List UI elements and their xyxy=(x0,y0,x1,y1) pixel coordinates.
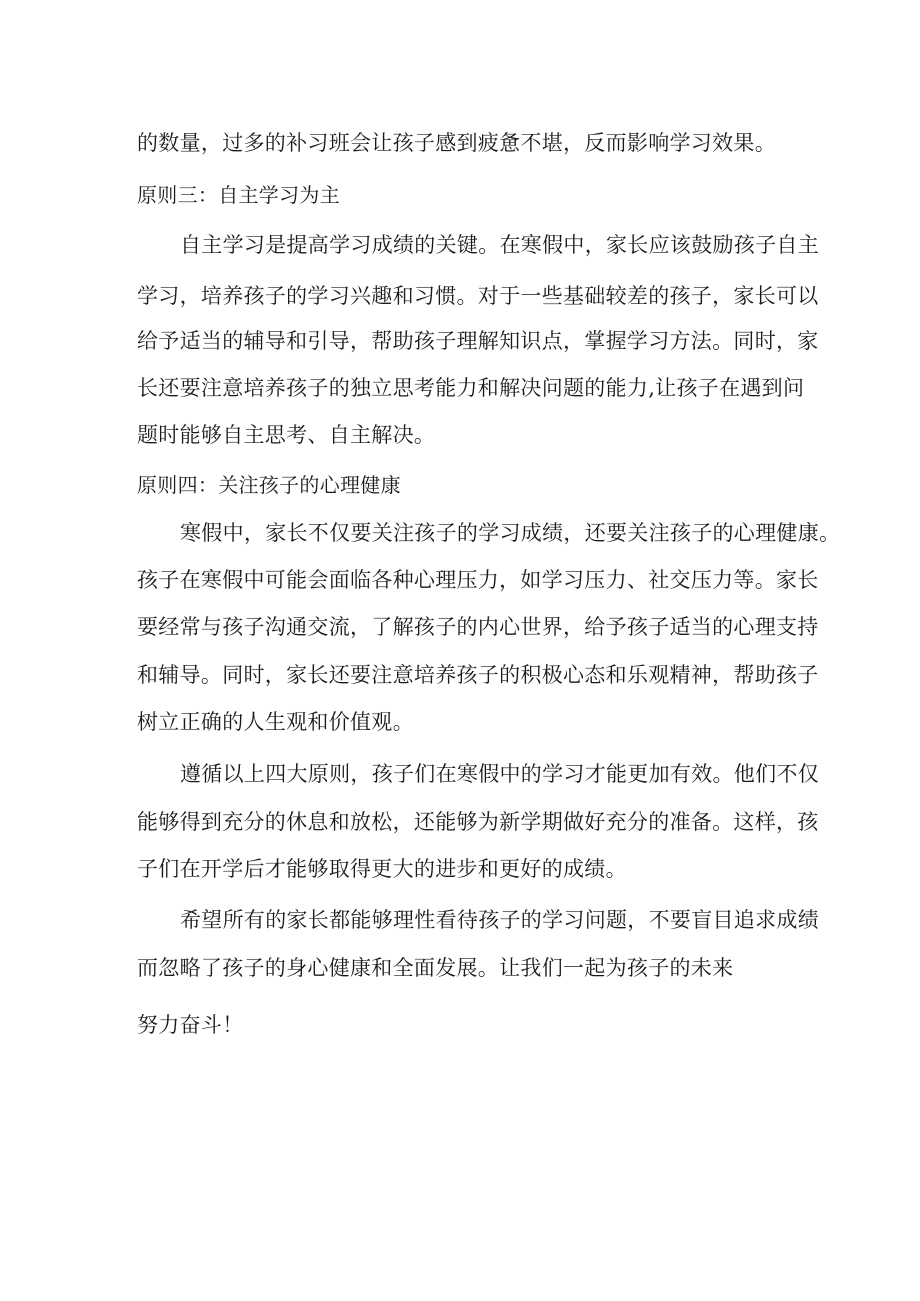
paragraph-principle-3-line: 题时能够自主思考、自主解决。 xyxy=(137,423,436,447)
paragraph-principle-3-line: 学习，培养孩子的学习兴趣和习惯。对于一些基础较差的孩子，家长可以 xyxy=(137,284,819,308)
paragraph-continuation-line: 的数量，过多的补习班会让孩子感到疲惫不堪，反而影响学习效果。 xyxy=(137,131,776,155)
paragraph-closing-line: 努力奋斗！ xyxy=(137,1013,244,1037)
paragraph-closing-line: 而忽略了孩子的身心健康和全面发展。让我们一起为孩子的未来 xyxy=(137,956,734,980)
section-heading-principle-4: 原则四：关注孩子的心理健康 xyxy=(137,473,401,497)
paragraph-conclusion-line: 子们在开学后才能够取得更大的进步和更好的成绩。 xyxy=(137,857,627,881)
paragraph-principle-4-line: 寒假中，家长不仅要关注孩子的学习成绩，还要关注孩子的心理健康。 xyxy=(180,521,841,545)
paragraph-principle-3-line: 自主学习是提高学习成绩的关键。在寒假中，家长应该鼓励孩子自主 xyxy=(180,233,819,257)
paragraph-principle-4-line: 孩子在寒假中可能会面临各种心理压力，如学习压力、社交压力等。家长 xyxy=(137,568,819,592)
paragraph-principle-4-line: 和辅导。同时，家长还要注意培养孩子的积极心态和乐观精神，帮助孩子 xyxy=(137,663,819,687)
paragraph-conclusion-line: 能够得到充分的休息和放松，还能够为新学期做好充分的准备。这样，孩 xyxy=(137,810,819,834)
paragraph-closing-line: 希望所有的家长都能够理性看待孩子的学习问题，不要盲目追求成绩 xyxy=(180,908,819,932)
paragraph-principle-4-line: 树立正确的人生观和价值观。 xyxy=(137,710,414,734)
paragraph-conclusion-line: 遵循以上四大原则，孩子们在寒假中的学习才能更加有效。他们不仅 xyxy=(180,762,819,786)
section-heading-principle-3: 原则三：自主学习为主 xyxy=(137,183,340,207)
paragraph-principle-3-line: 长还要注意培养孩子的独立思考能力和解决问题的能力,让孩子在遇到问 xyxy=(137,376,805,400)
paragraph-principle-3-line: 给予适当的辅导和引导，帮助孩子理解知识点，掌握学习方法。同时，家 xyxy=(137,329,819,353)
paragraph-principle-4-line: 要经常与孩子沟通交流，了解孩子的内心世界，给予孩子适当的心理支持 xyxy=(137,615,819,639)
